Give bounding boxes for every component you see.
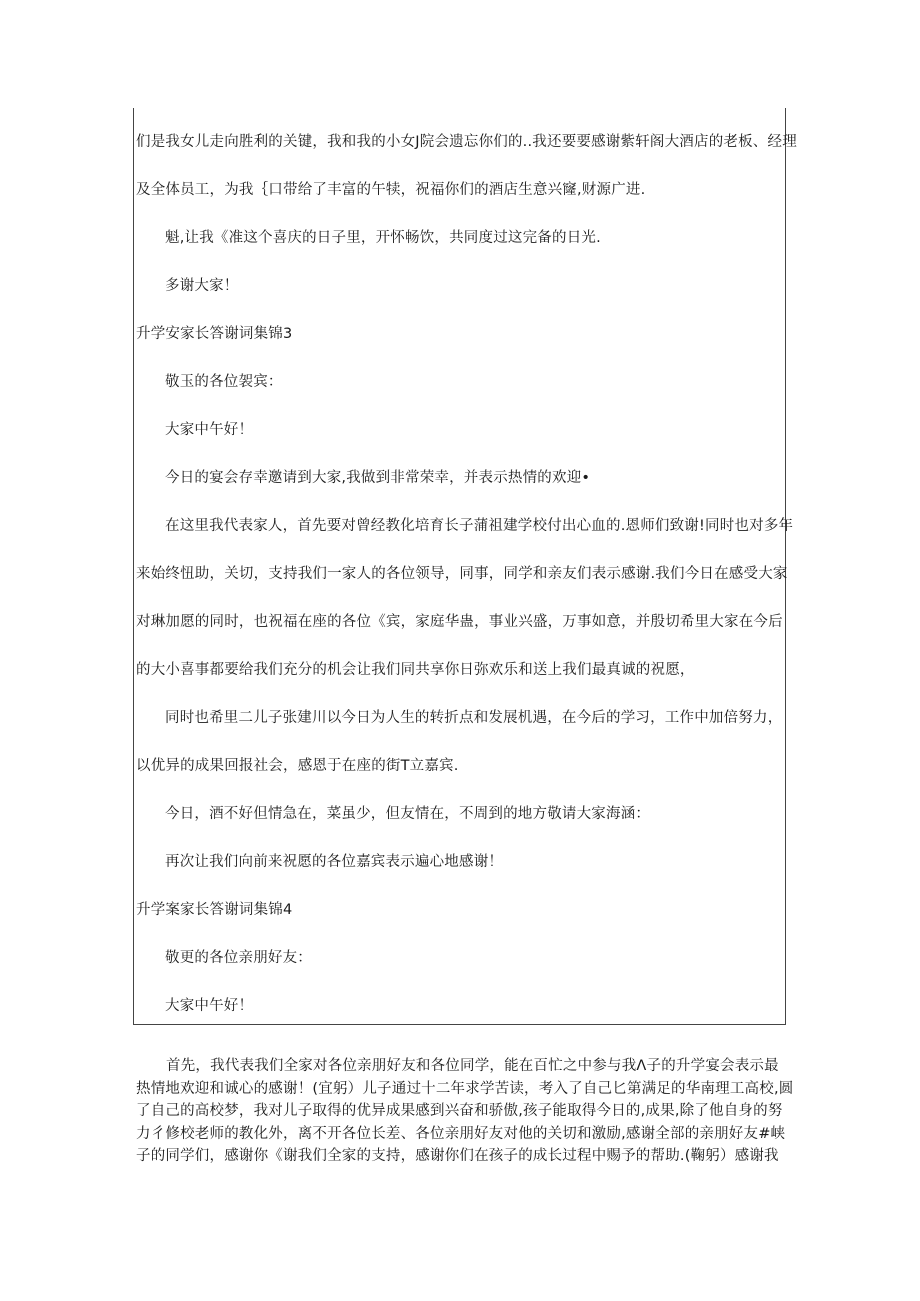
framed-line: 们是我女儿走向胜利的关键，我和我的小女J院会遗忘你们的..我还要要感谢紫轩阁大酒店的老板、经理 (136, 134, 797, 150)
framed-line: 来始终忸助，关切，支持我们一家人的各位领导，同事，同学和亲友们表示感谢.我们今日在感受大家 (136, 566, 788, 582)
framed-line: 今日的宴会存幸邀请到大家,我做到非常荣幸，并表示热情的欢迎• (165, 470, 591, 486)
framed-line: 的大小喜事都要给我们充分的机会让我们同共享你日弥欢乐和送上我们最真诚的祝愿， (136, 662, 695, 678)
paragraph-line: 子的同学们，感谢你《谢我们全家的支持，感谢你们在孩子的成长过程中赐予的帮助.(鞠躬）感谢我 (136, 1148, 779, 1164)
framed-line: 今日，酒不好但情急在，菜虽少，但友情在，不周到的地方敬请大家海涵： (165, 806, 651, 822)
framed-line: 多谢大家！ (165, 278, 239, 294)
paragraph-line: 首先，我代表我们全家对各位亲朋好友和各位同学，能在百忙之中参与我Λ子的升学宴会表示最 (166, 1058, 779, 1074)
bottom-paragraph (136, 1055, 794, 1168)
salutation: 敬玉的各位袈宾： (165, 374, 283, 390)
greeting: 大家中午好！ (165, 422, 254, 438)
framed-line: 魁,让我《准这个喜庆的日子里，开怀畅饮，共同度过这完备的日光. (165, 230, 601, 246)
framed-line: 对琳加愿的同时，也祝福在座的各位《宾，家庭华蛊，事业兴盛，万事如意，并殷切希里大家在今后 (136, 614, 783, 630)
paragraph-line: 热情地欢迎和诚心的感谢！(宜躬）儿子通过十二年求学苦读，考入了自己匕第满足的华南理工高校,圆 (136, 1080, 794, 1097)
framed-line: 同时也希里二儿子张建川以今日为人生的转折点和发展机遇，在今后的学习，工作中加倍努力， (165, 710, 783, 726)
framed-line: 及全体员工，为我｛口带给了丰富的午犊，祝福你们的酒店生意兴窿,财源广进. (136, 182, 646, 198)
paragraph-line: 了自己的高校梦，我对儿子取得的优异成果感到兴奋和骄傲,孩子能取得今日的,成果,除了他自身的努 (136, 1103, 783, 1119)
framed-line: 以优异的成果回报社会，感恩于在座的街T立嘉宾. (136, 758, 459, 774)
section-heading-4: 升学案家长答谢词集锦4 (136, 902, 293, 918)
greeting: 大家中午好！ (165, 998, 254, 1014)
salutation: 敬更的各位亲朋好友： (165, 950, 312, 966)
framed-line: 再次让我们向前来祝愿的各位嘉宾表示遍心地感谢！ (165, 854, 504, 870)
paragraph-line: 力彳修校老师的教化外，离不开各位长差、各位亲朋好友对他的关切和激励,感谢全部的亲朋好友#峡 (136, 1125, 786, 1142)
section-heading-3: 升学安家长答谢词集锦3 (136, 326, 293, 342)
framed-line: 在这里我代表家人，首先要对曾经教化培育长子蒲祖建学校付出心血的.恩师们致谢!同时也对多年 (165, 518, 794, 534)
